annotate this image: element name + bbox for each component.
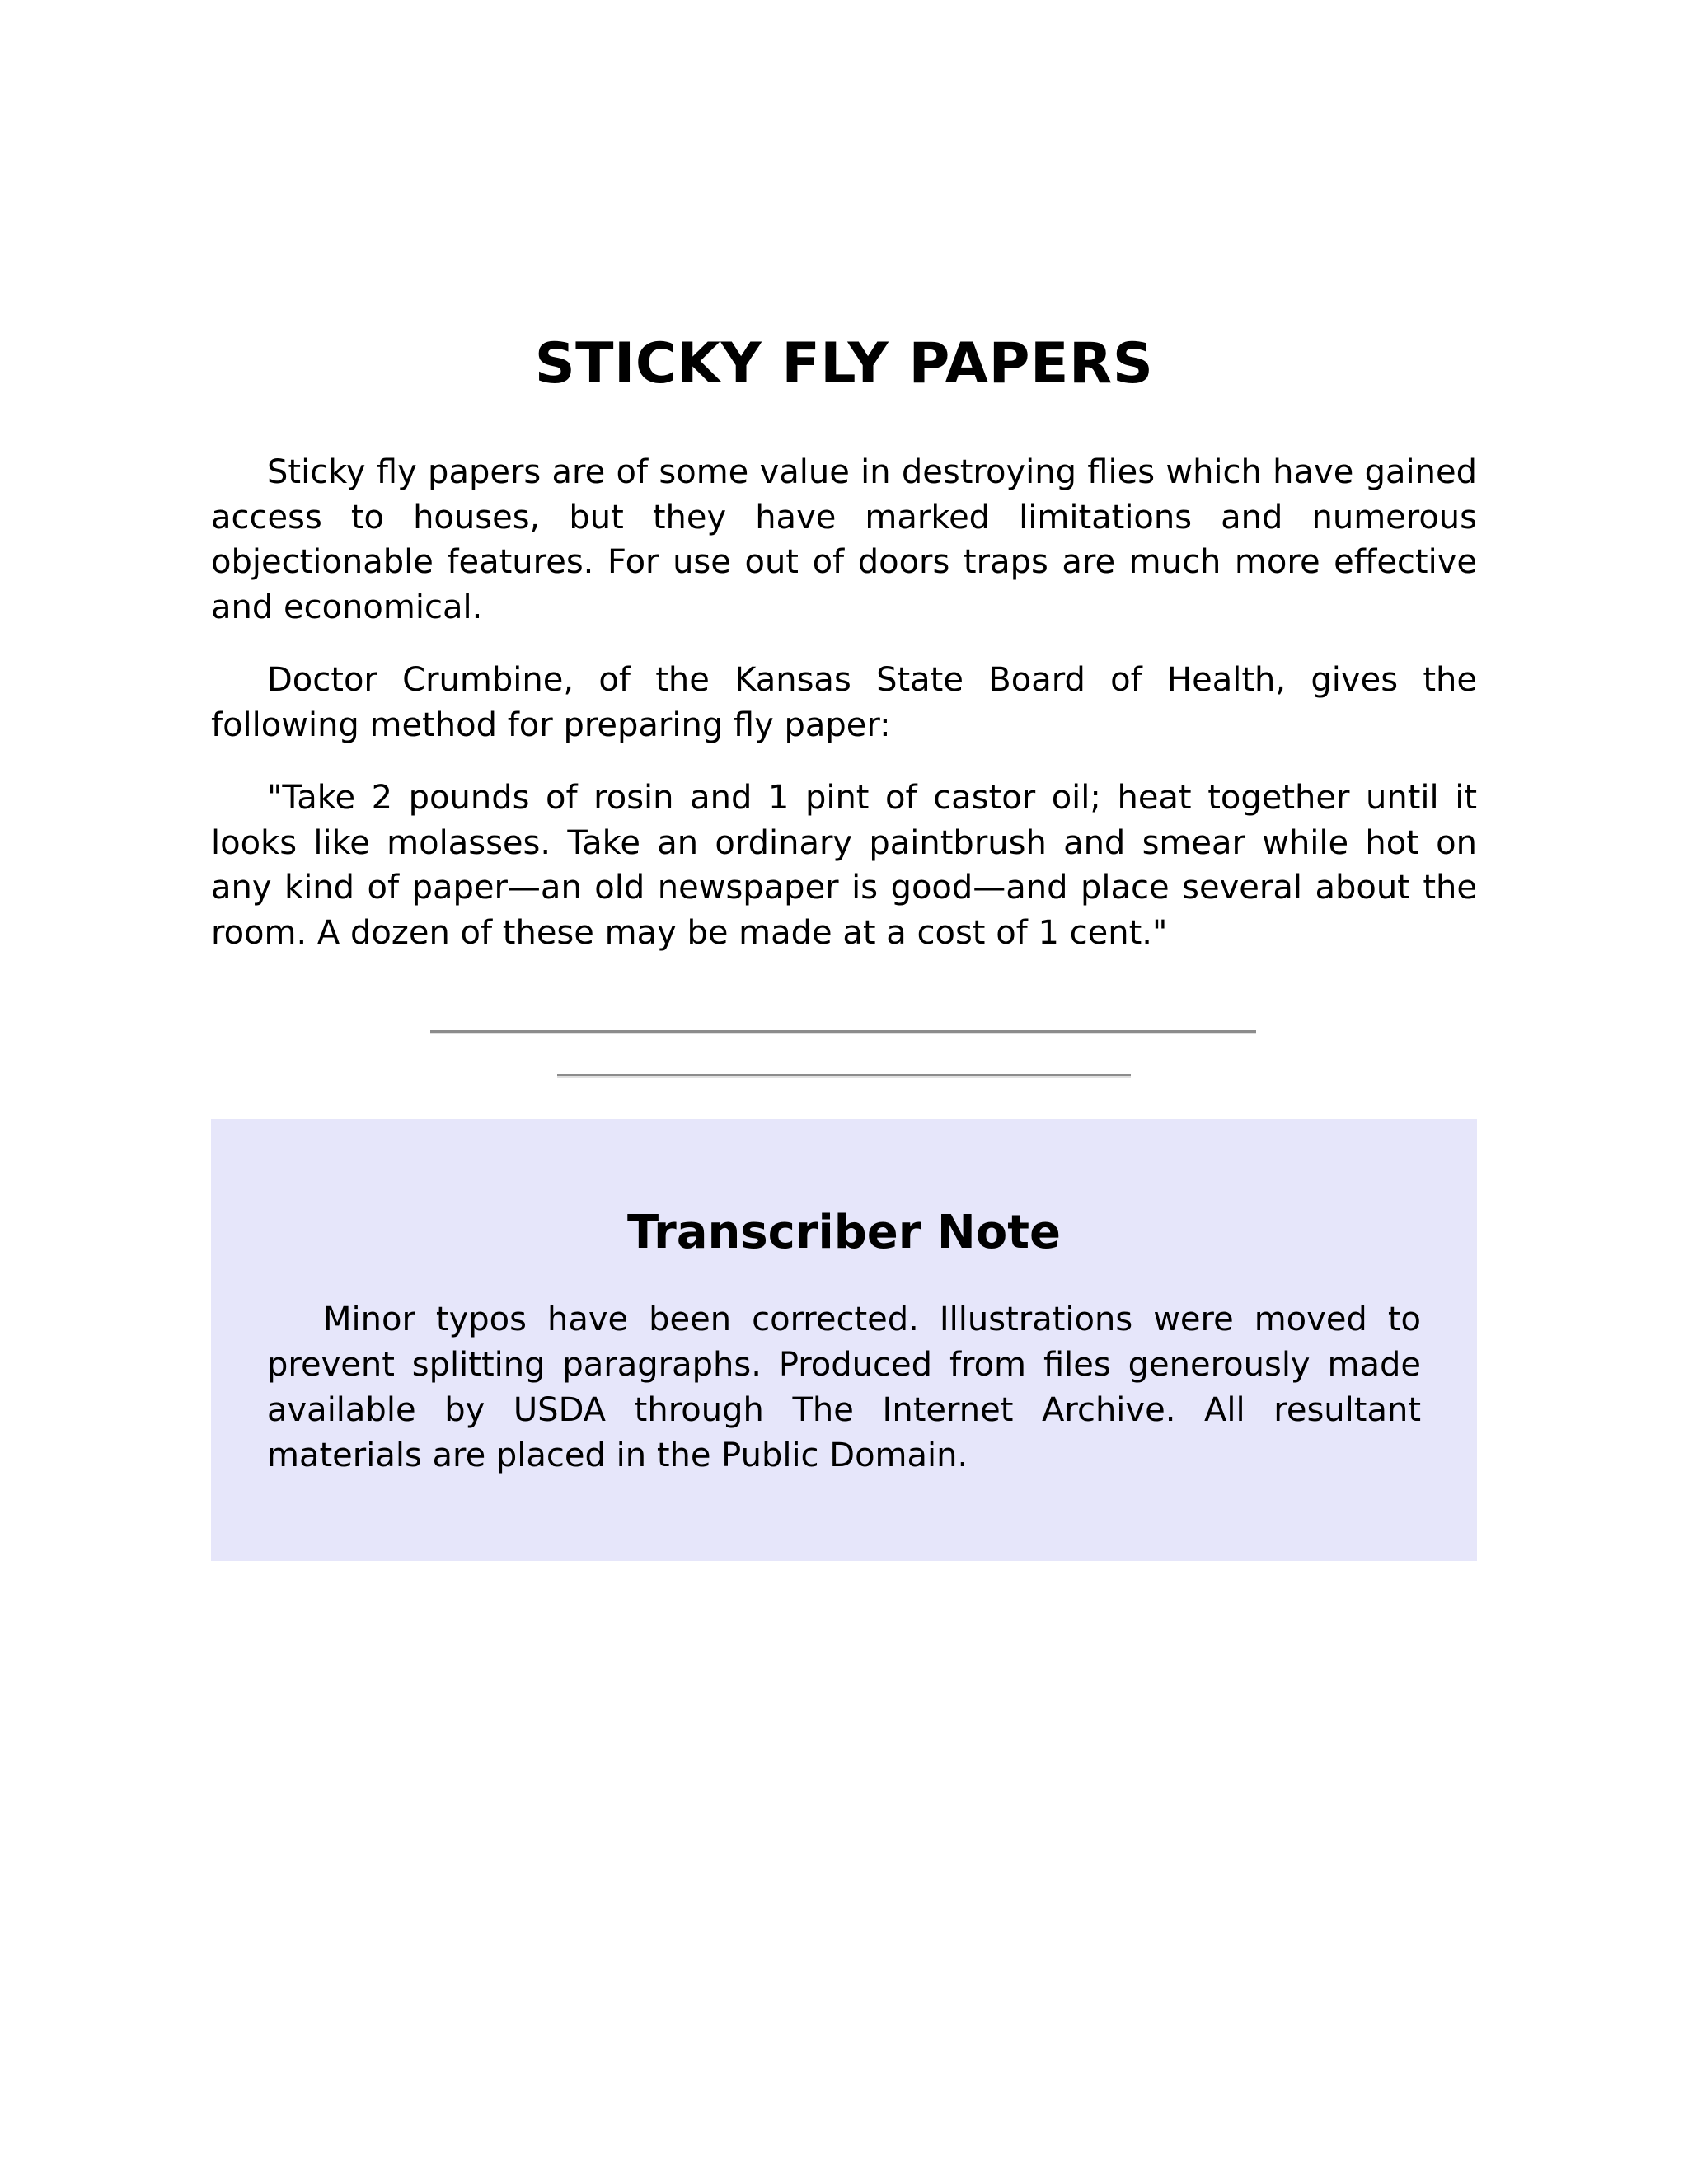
paragraph-doctor-crumbine: Doctor Crumbine, of the Kansas State Board of Health, gives the following method for preparing fly paper:: [211, 661, 1477, 744]
page-title: STICKY FLY PAPERS: [534, 331, 1154, 396]
paragraph-recipe-quote: "Take 2 pounds of rosin and 1 pint of castor oil; heat together until it looks like molasses. Take an ordinary paintbrush and smear while hot on any kind of paper—an old newspaper is good—and place several about the room. A dozen of these may be made at a cost of 1 cent.": [211, 779, 1477, 952]
transcriber-note-text: Minor typos have been corrected. Illustrations were moved to prevent splitting paragraphs. Produced from files generously made available by USDA through The Internet Archive. All resultant materials are placed in the Public Domain.: [267, 1301, 1421, 1474]
horizontal-rule-long: [430, 1030, 1256, 1034]
horizontal-rule-short: [557, 1074, 1131, 1078]
transcriber-note-title: Transcriber Note: [627, 1206, 1061, 1259]
document-body: [211, 450, 1477, 983]
paragraph-sticky-fly-papers: Sticky fly papers are of some value in destroying flies which have gained access to houses, but they have marked limitations and numerous objectionable features. For use out of doors traps are much more effective and economical.: [211, 453, 1477, 626]
